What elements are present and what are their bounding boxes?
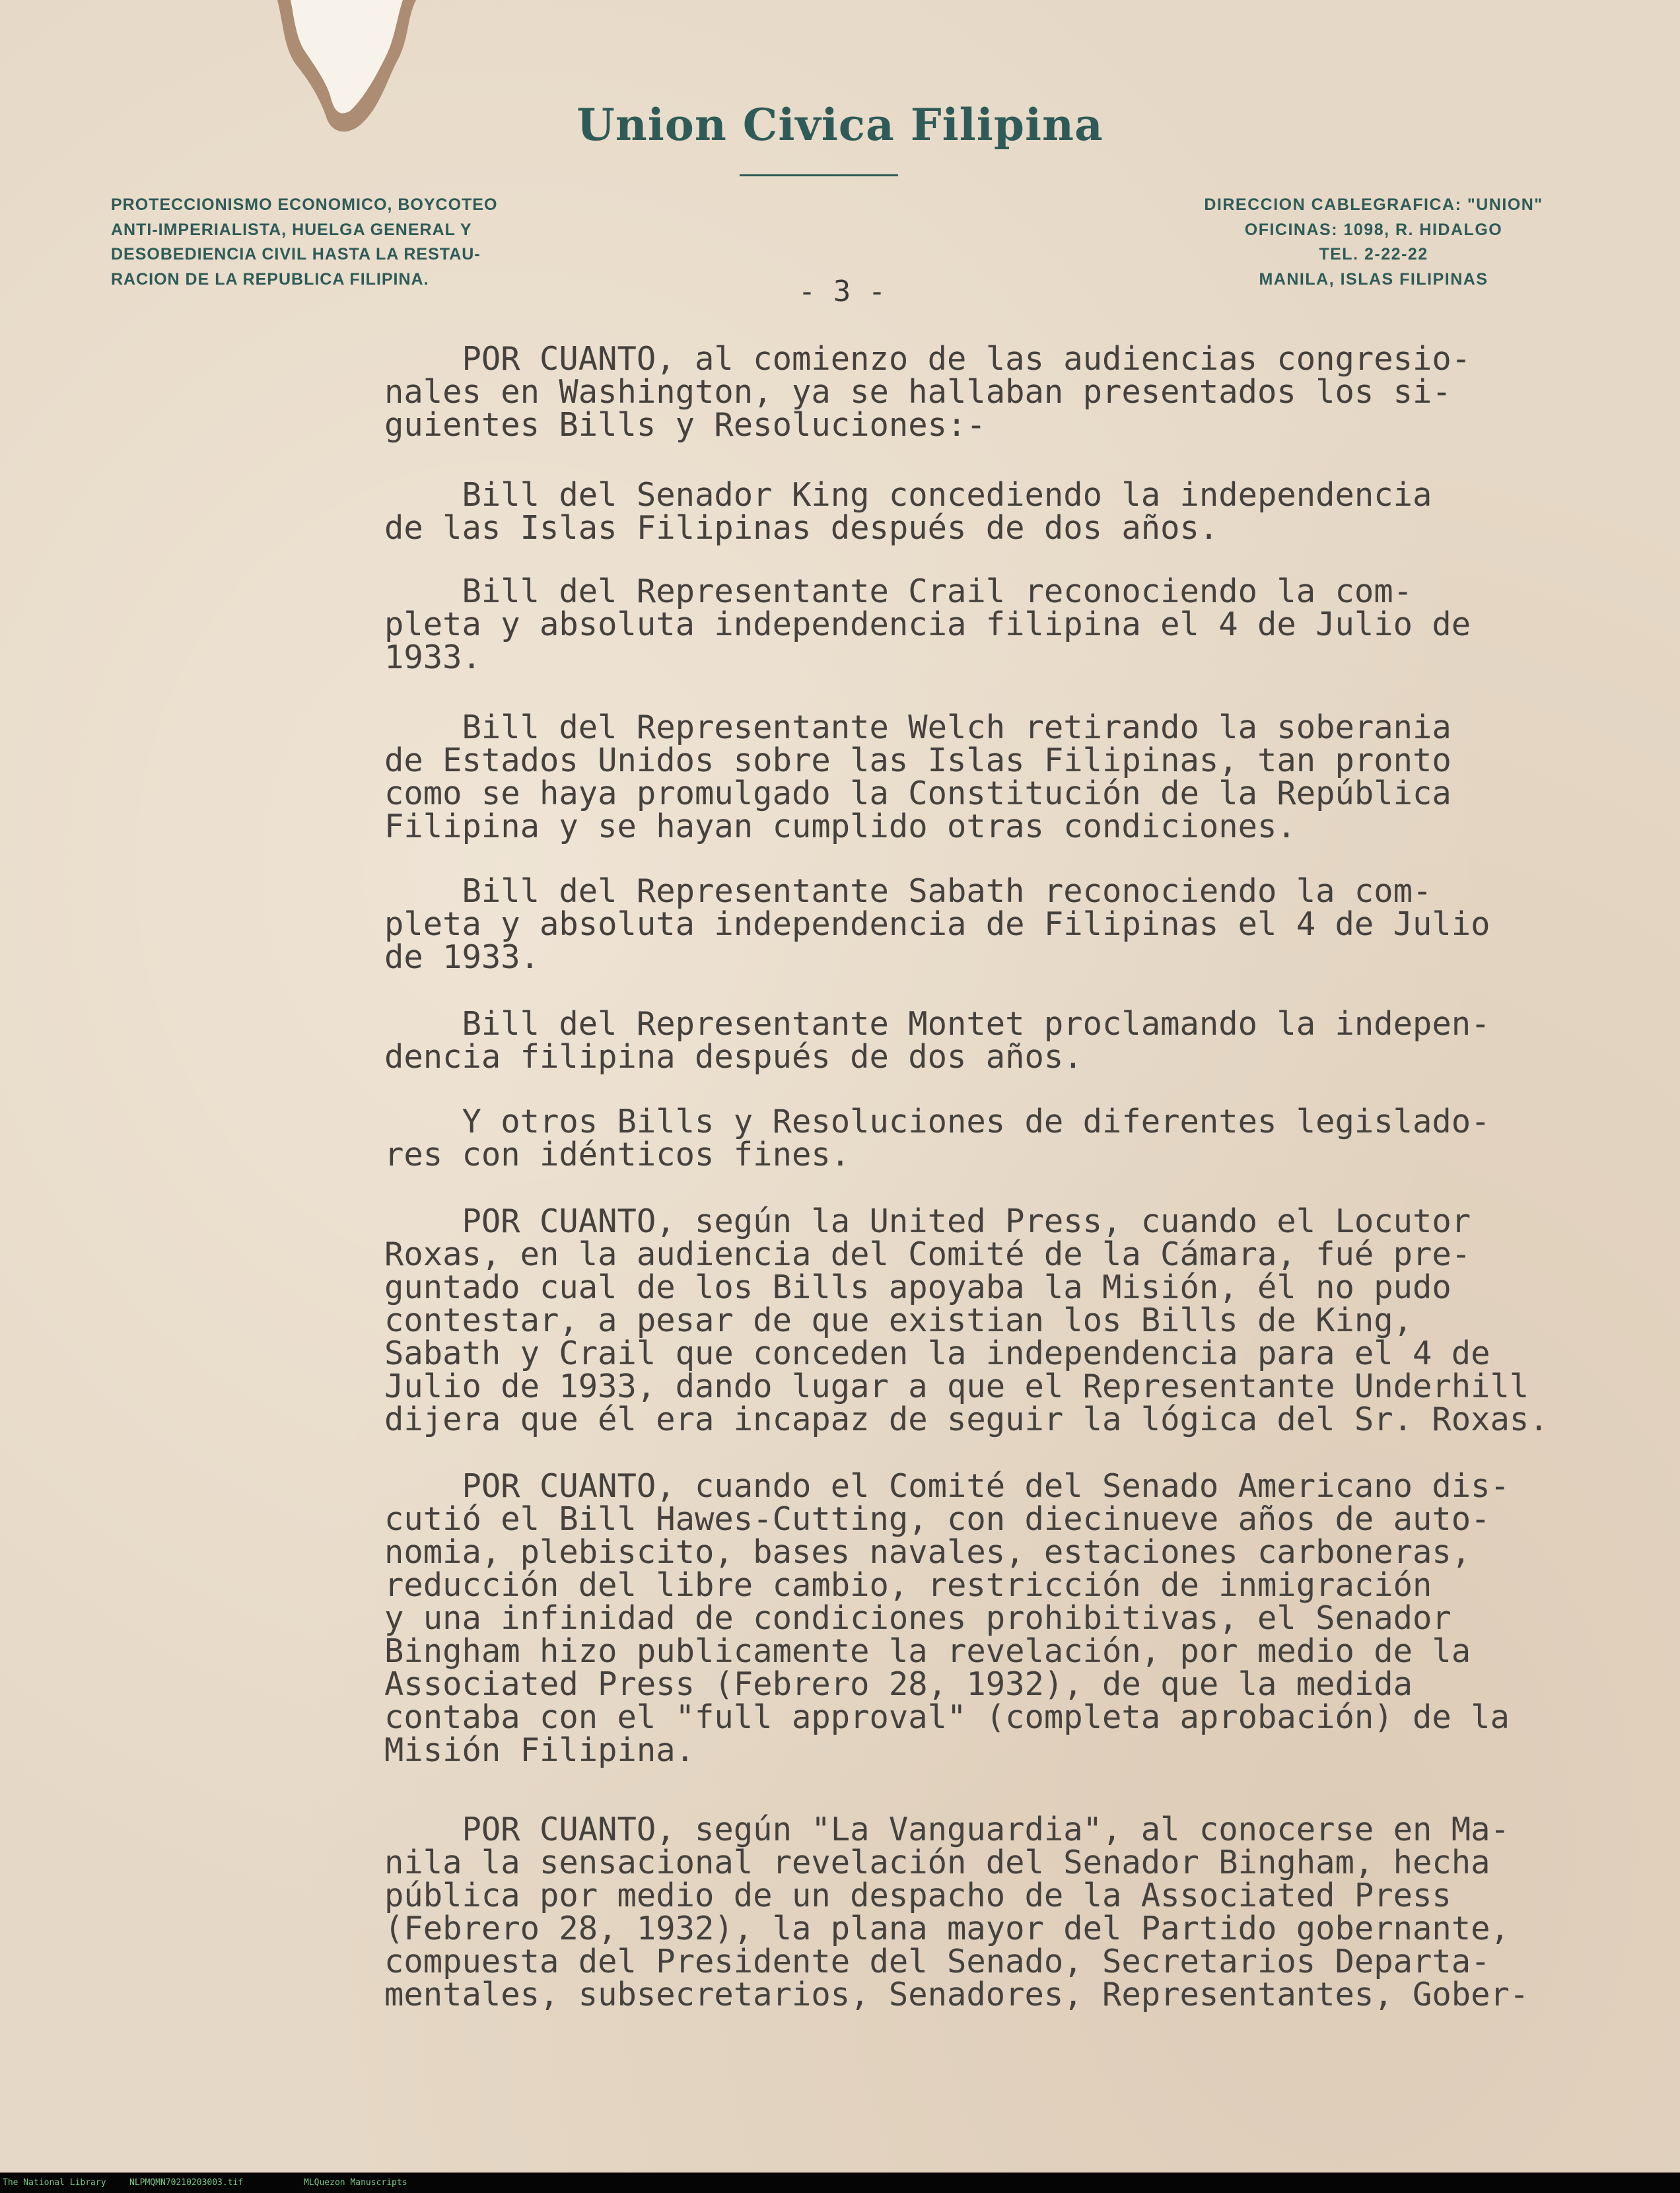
contact-line: OFICINAS: 1098, R. HIDALGO (1244, 220, 1503, 239)
body-line: Sabath y Crail que conceden la independencia para el 4 de (384, 1335, 1490, 1372)
body-line: de las Islas Filipinas después de dos años. (384, 509, 1219, 547)
body-line: mentales, subsecretarios, Senadores, Representantes, Gober- (384, 1976, 1529, 2013)
body-line: nila la sensacional revelación del Senador Bingham, hecha (384, 1844, 1490, 1881)
body-line: guientes Bills y Resoluciones:- (384, 406, 986, 444)
body-line: pública por medio de un despacho de la Associated Press (384, 1877, 1452, 1914)
scan-footer (0, 2173, 1680, 2193)
body-line: POR CUANTO, cuando el Comité del Senado Americano dis- (384, 1467, 1510, 1505)
motto-line: PROTECCIONISMO ECONOMICO, BOYCOTEO (111, 195, 498, 214)
body-line: como se haya promulgado la Constitución de la República (384, 775, 1452, 812)
body-line: dijera que él era incapaz de seguir la lógica del Sr. Roxas. (384, 1401, 1549, 1438)
body-line: Misión Filipina. (384, 1731, 695, 1769)
body-line: Filipina y se hayan cumplido otras condiciones. (384, 808, 1296, 845)
body-line: POR CUANTO, según la United Press, cuando el Locutor (384, 1202, 1471, 1240)
letterhead-title: Union Civica Filipina (577, 99, 1103, 151)
body-line: Associated Press (Febrero 28, 1932), de que la medida (384, 1665, 1413, 1703)
body-line: 1933. (384, 639, 481, 676)
letterhead-rule (740, 174, 898, 176)
body-line: guntado cual de los Bills apoyaba la Misión, él no pudo (384, 1269, 1452, 1306)
motto-line: ANTI-IMPERIALISTA, HUELGA GENERAL Y (111, 220, 472, 239)
body-line: pleta y absoluta independencia filipina el 4 de Julio de (384, 606, 1471, 643)
body-line: contaba con el "full approval" (completa aprobación) de la (384, 1698, 1510, 1736)
body-line: compuesta del Presidente del Senado, Secretarios Departa- (384, 1943, 1490, 1980)
body-line: dencia filipina después de dos años. (384, 1038, 1083, 1076)
letterhead-motto (111, 193, 613, 292)
body-line: Bill del Representante Welch retirando la soberania (384, 709, 1452, 746)
body-line: pleta y absoluta independencia de Filipinas el 4 de Julio (384, 905, 1490, 943)
body-line: Bingham hizo publicamente la revelación, por medio de la (384, 1632, 1471, 1670)
body-line: Y otros Bills y Resoluciones de diferentes legislado- (384, 1103, 1490, 1140)
page-number: - 3 - (798, 275, 886, 308)
footer-collection: MLQuezon Manuscripts (304, 2178, 407, 2188)
body-line: POR CUANTO, según "La Vanguardia", al conocerse en Ma- (384, 1811, 1510, 1848)
body-line: y una infinidad de condiciones prohibitivas, el Senador (384, 1599, 1452, 1637)
motto-line: RACION DE LA REPUBLICA FILIPINA. (111, 269, 429, 289)
motto-line: DESOBEDIENCIA CIVIL HASTA LA RESTAU- (111, 245, 481, 263)
body-line: Bill del Representante Montet proclamando la indepen- (384, 1005, 1490, 1043)
body-line: Julio de 1933, dando lugar a que el Representante Underhill (384, 1368, 1529, 1405)
body-line: nomia, plebiscito, bases navales, estaciones carboneras, (384, 1533, 1471, 1571)
contact-line: DIRECCION CABLEGRAFICA: "UNION" (1204, 195, 1543, 214)
body-line: res con idénticos fines. (384, 1136, 851, 1173)
body-line: de 1933. (384, 938, 540, 976)
body-line: Bill del Representante Sabath reconociendo la com- (384, 872, 1432, 910)
body-line: cutió el Bill Hawes-Cutting, con diecinueve años de auto- (384, 1500, 1490, 1538)
footer-filename: NLPMQMN70210203003.tif (129, 2178, 244, 2188)
contact-line: TEL. 2-22-22 (1319, 245, 1428, 263)
body-line: nales en Washington, ya se hallaban presentados los si- (384, 373, 1452, 411)
body-line: POR CUANTO, al comienzo de las audiencias congresio- (384, 340, 1471, 378)
body-line: (Febrero 28, 1932), la plana mayor del Partido gobernante, (384, 1910, 1510, 1947)
footer-library: The National Library (3, 2178, 106, 2188)
body-line: contestar, a pesar de que existian los Bills de King, (384, 1302, 1413, 1339)
contact-line: MANILA, ISLAS FILIPINAS (1259, 269, 1488, 289)
body-line: Roxas, en la audiencia del Comité de la Cámara, fué pre- (384, 1236, 1471, 1273)
body-line: de Estados Unidos sobre las Islas Filipinas, tan pronto (384, 742, 1452, 779)
letterhead-contact (1149, 193, 1598, 292)
body-line: Bill del Senador King concediendo la independencia (384, 476, 1432, 514)
body-line: Bill del Representante Crail reconociendo la com- (384, 573, 1413, 610)
body-line: reducción del libre cambio, restricción de inmigración (384, 1566, 1432, 1604)
